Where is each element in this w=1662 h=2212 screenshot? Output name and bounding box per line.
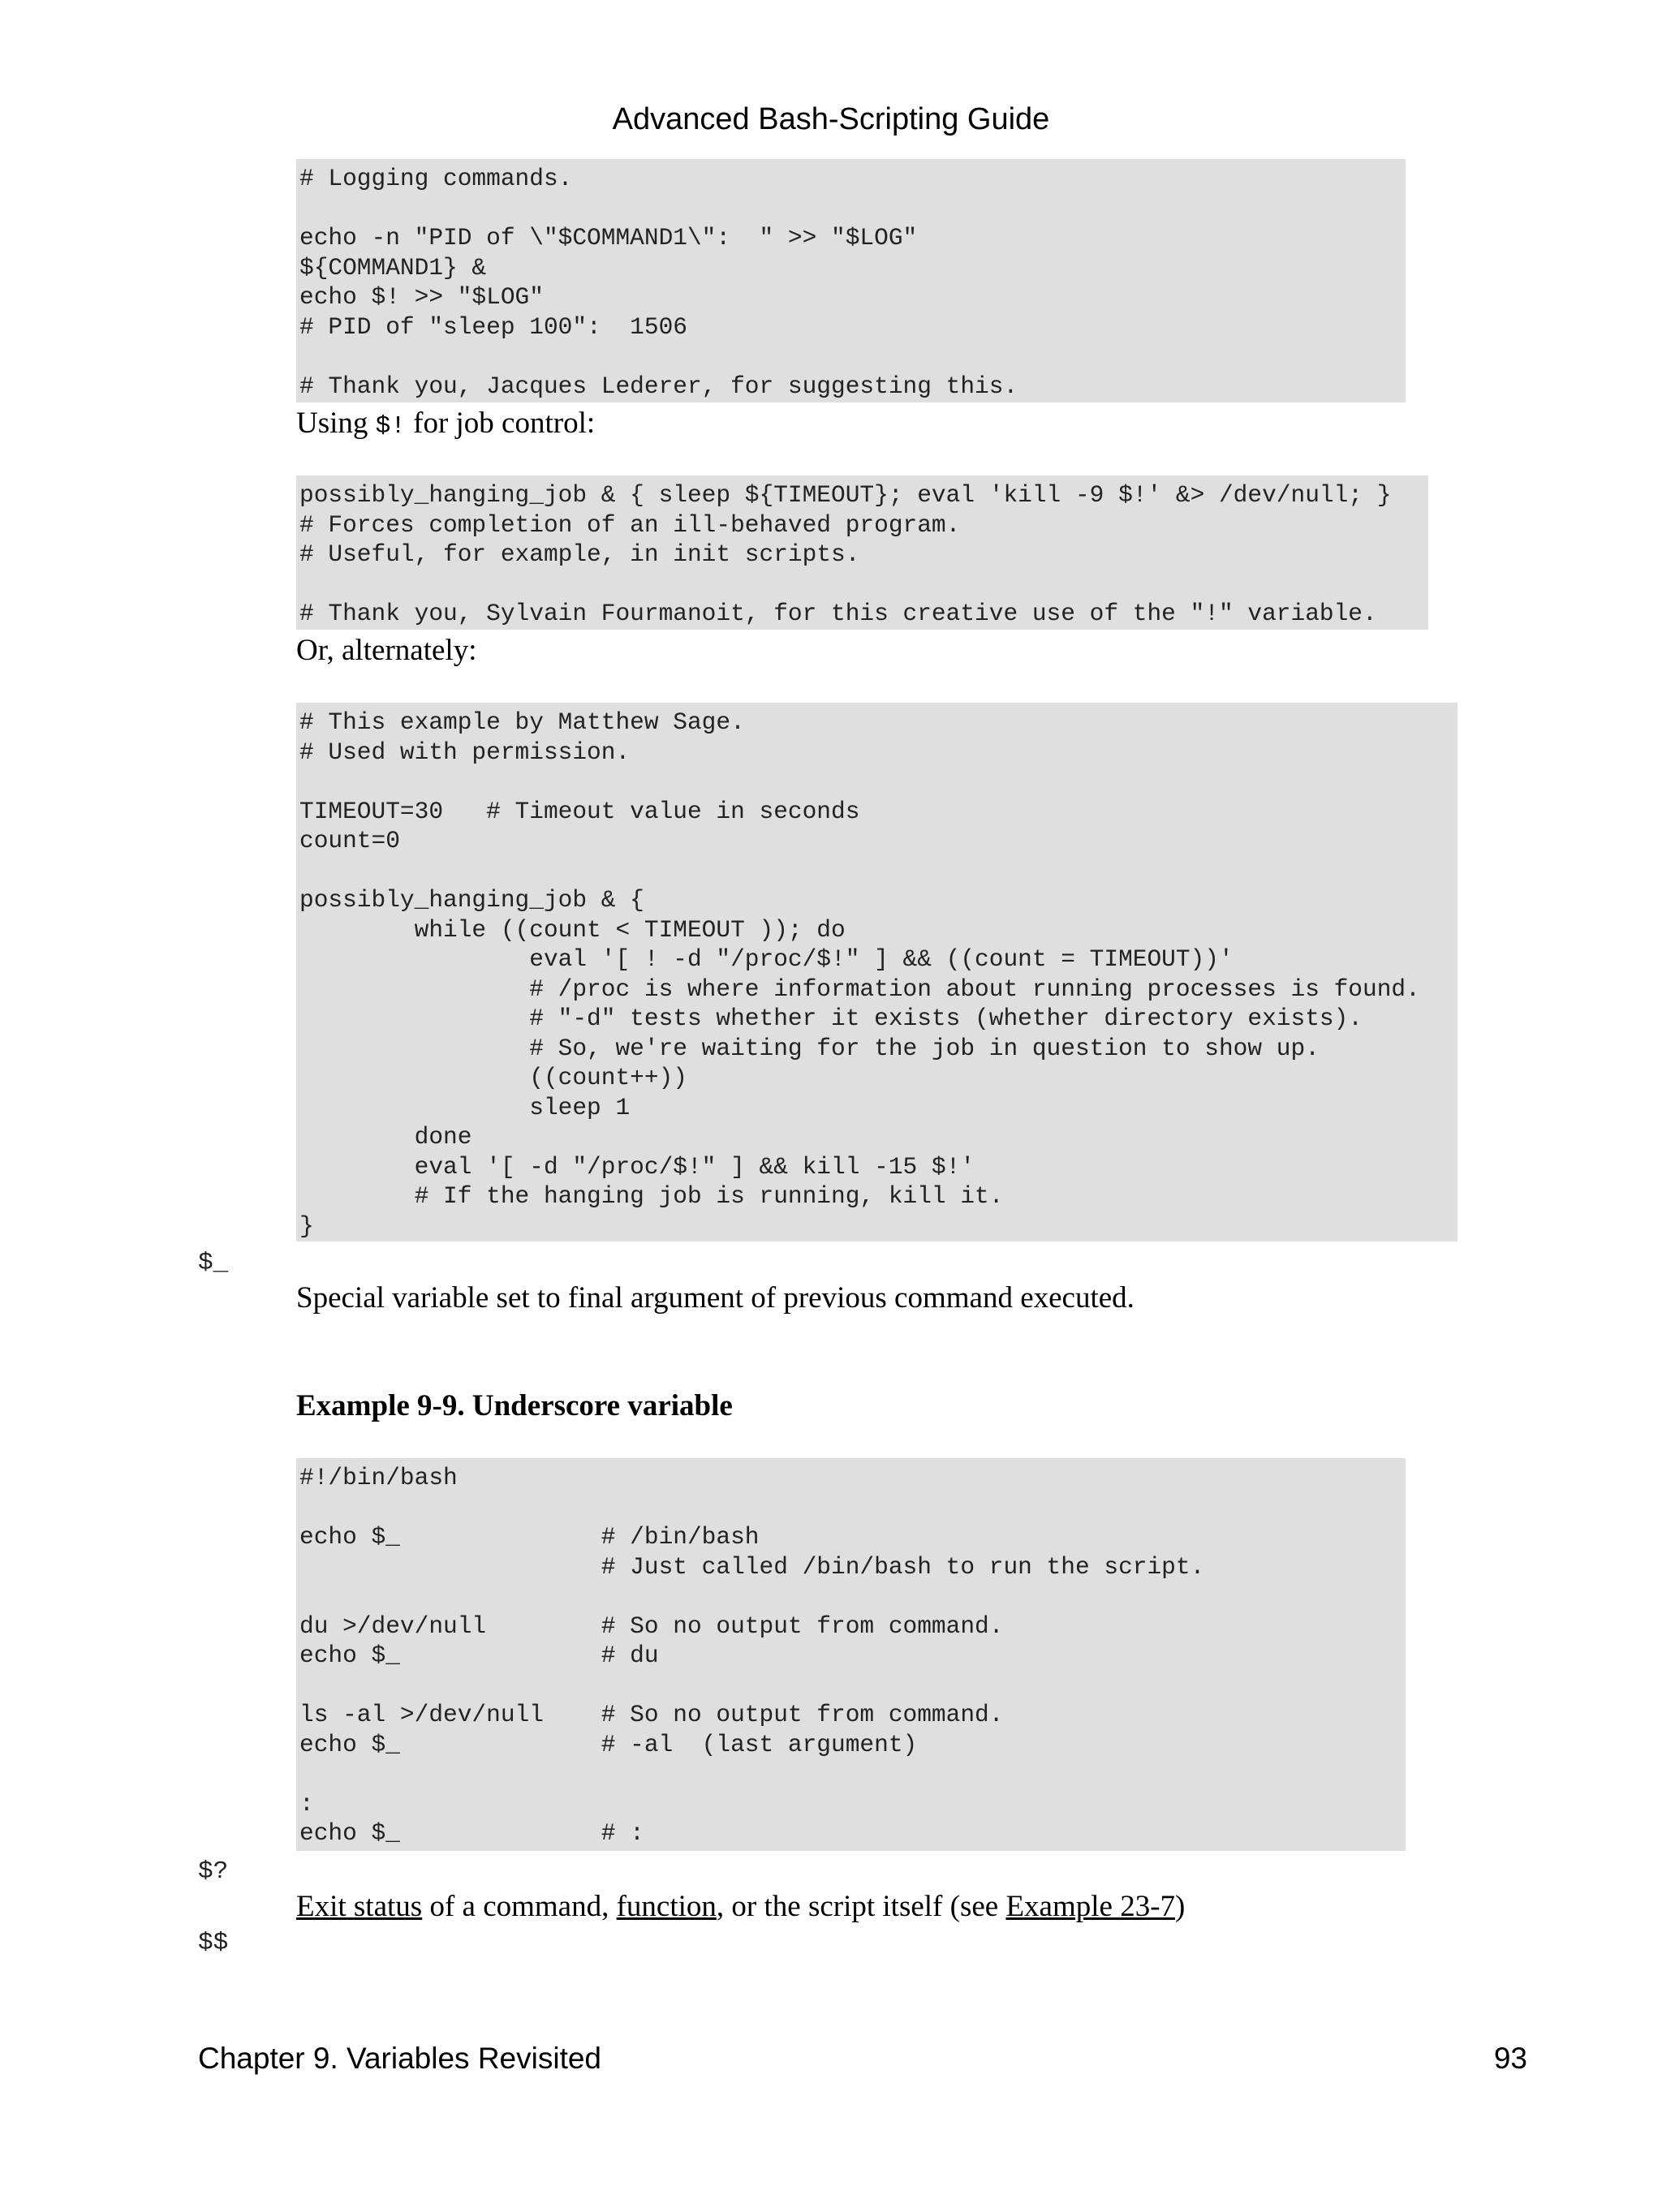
term-question: $? [198,1857,229,1886]
exit-status-text-3: ) [1175,1890,1186,1923]
alternately-text: Or, alternately: [296,634,477,667]
job-control-code: $! [375,412,406,441]
term-underscore: $_ [198,1249,229,1277]
exit-status-text-2: , or the script itself (see [716,1890,1006,1923]
function-link[interactable]: function [616,1890,717,1923]
exit-status-description [296,1889,1185,1925]
code-block-underscore-example: #!/bin/bash echo $_ # /bin/bash # Just called /bin/bash to run the script. du >/dev/null # So no output from command. echo $_ # du ls -al >/dev/null # So no output from command. echo $_ # -al (last argument) : echo $_ # : [296,1458,1406,1851]
page-header: Advanced Bash-Scripting Guide [612,102,1050,136]
footer-page-number: 93 [1493,2042,1527,2075]
term-dollar-dollar: $$ [198,1929,229,1957]
example-9-9-title: Example 9-9. Underscore variable [296,1389,733,1422]
code-block-job-control: possibly_hanging_job & { sleep ${TIMEOUT}; eval 'kill -9 $!' &> /dev/null; } # Forces completion of an ill-behaved program. # Useful, for example, in init scripts. # Thank you, Sylvain Fourmanoit, for this creative use of the "!" variable. [296,476,1428,630]
code-block-timeout-example: # This example by Matthew Sage. # Used with permission. TIMEOUT=30 # Timeout value in seconds count=0 possibly_hanging_job & { while ((count < TIMEOUT )); do eval '[ ! -d "/proc/$!" ] && ((count = TIMEOUT))' # /proc is where information about running processes is found. # "-d" tests whether it exists (whether directory exists). # So, we're waiting for the job in question to show up. ((count++)) sleep 1 done eval '[ -d "/proc/$!" ] && kill -15 $!' # If the hanging job is running, kill it. } [296,703,1457,1242]
underscore-description: Special variable set to final argument of previous command executed. [296,1281,1135,1315]
example-23-7-link[interactable]: Example 23-7 [1005,1890,1176,1923]
footer-chapter-title: Chapter 9. Variables Revisited [198,2042,602,2075]
exit-status-link[interactable]: Exit status [296,1890,423,1923]
job-control-text-after: for job control: [405,407,596,440]
job-control-text-before: Using [296,407,376,440]
code-block-logging: # Logging commands. echo -n "PID of \"$COMMAND1\": " >> "$LOG" ${COMMAND1} & echo $! >> "$LOG" # PID of "sleep 100": 1506 # Thank you, Jacques Lederer, for suggesting this. [296,159,1406,402]
exit-status-text-1: of a command, [422,1890,617,1923]
job-control-intro [296,406,595,445]
